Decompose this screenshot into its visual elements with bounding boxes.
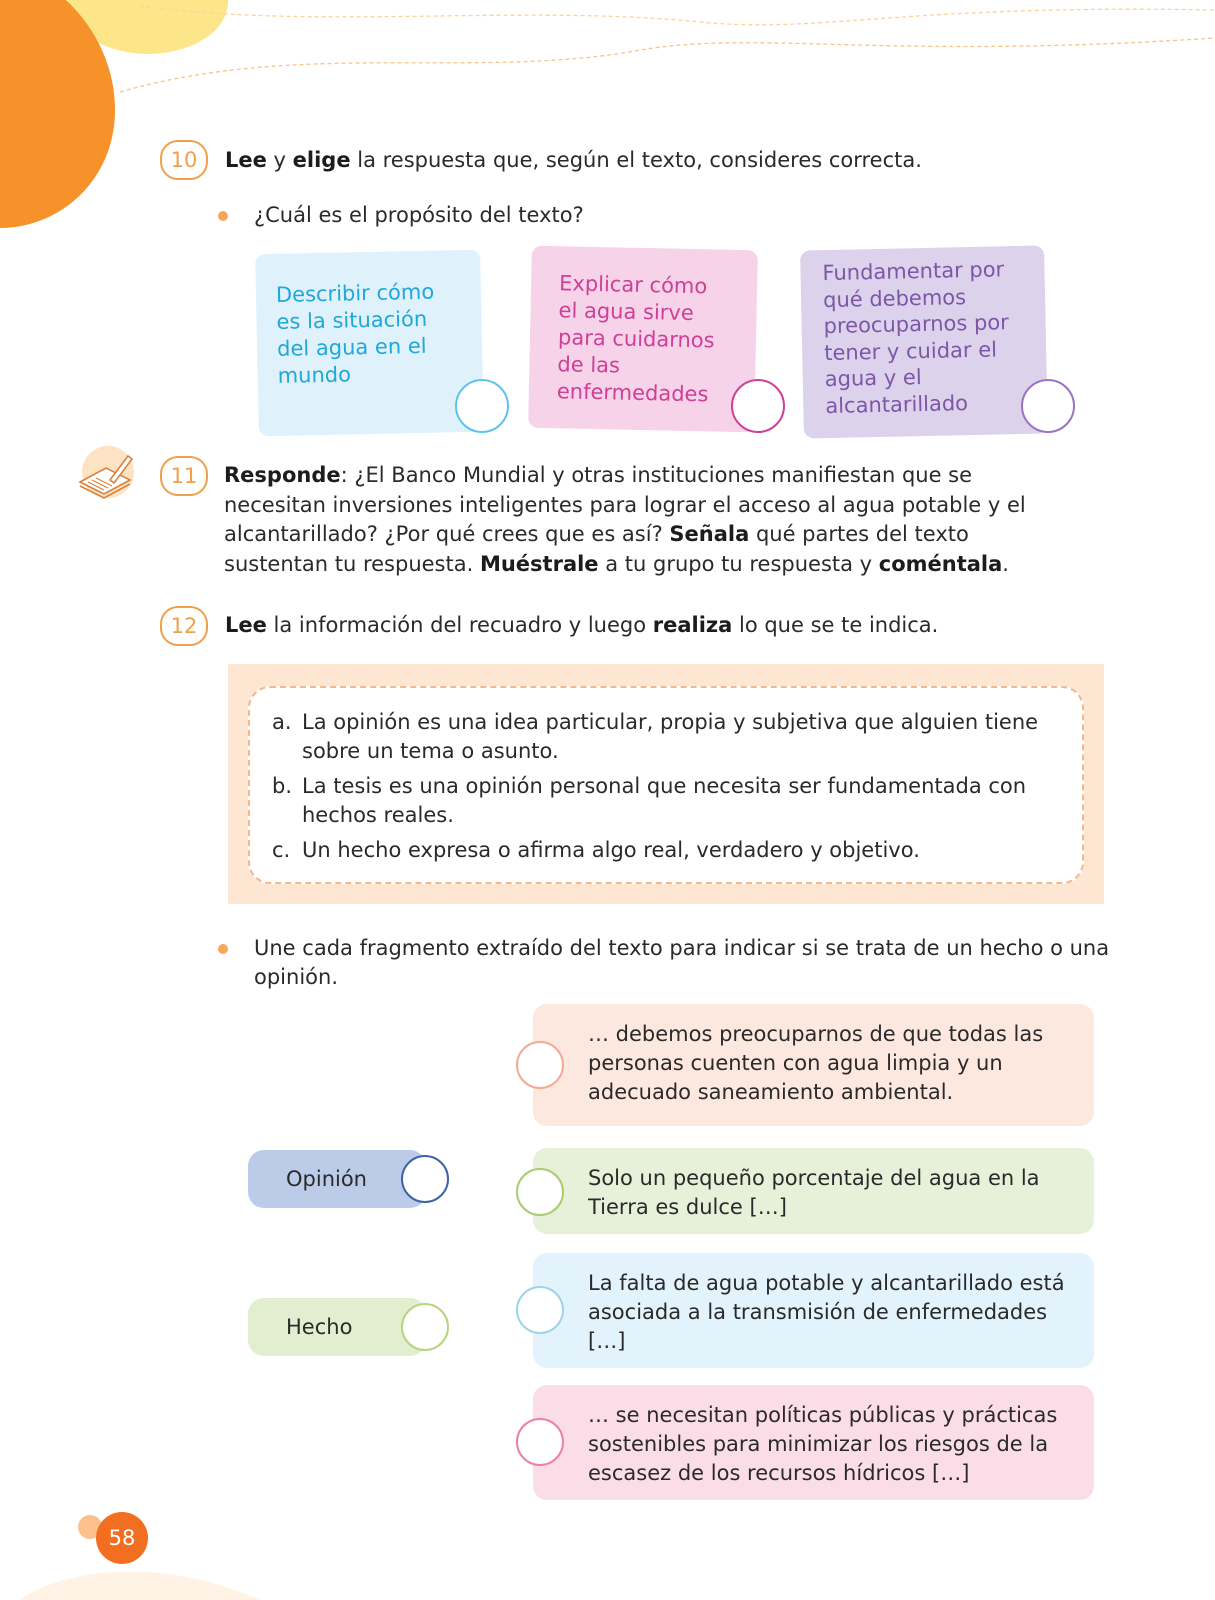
option-card-describe: Describir cómo es la situación del agua en el mundo xyxy=(255,250,484,437)
question-number: 10 xyxy=(170,148,198,172)
notebook-pencil-icon xyxy=(74,444,136,504)
label-connector-circle[interactable] xyxy=(401,1303,449,1351)
fragment-connector-circle[interactable] xyxy=(516,1168,564,1216)
question-number-badge xyxy=(160,606,208,646)
page-number-badge xyxy=(96,1512,148,1564)
option-answer-circle[interactable] xyxy=(731,379,785,433)
question-instruction: Lee y elige la respuesta que, según el texto, consideres correcta. xyxy=(225,148,922,172)
question-number-badge xyxy=(160,140,208,180)
fragment-card-4: … se necesitan políticas públicas y prácticas sostenibles para minimizar los riesgos de la escasez de los recursos hídricos […] xyxy=(533,1385,1094,1500)
matching-instruction: Une cada fragmento extraído del texto para indicar si se trata de un hecho o una opinión. xyxy=(254,936,1110,989)
question-number-badge xyxy=(160,456,208,496)
option-card-fundament: Fundamentar por qué debemos preocuparnos por tener y cuidar el agua y el alcantarillado xyxy=(800,245,1048,438)
bullet-icon xyxy=(218,944,228,954)
question-number: 11 xyxy=(170,464,198,488)
page-number: 58 xyxy=(108,1526,136,1550)
label-opinion: Opinión xyxy=(248,1150,426,1208)
option-answer-circle[interactable] xyxy=(1021,379,1075,433)
question-instruction: Responde: ¿El Banco Mundial y otras instituciones manifiestan que se necesitan inversiones inteligentes para lograr el acceso al agua potable y el alcantarillado? ¿Por qué crees que es así? Señala qué partes del texto sustentan tu respuesta. Muéstrale a tu grupo tu respuesta y coméntala. xyxy=(224,463,1026,576)
label-connector-circle[interactable] xyxy=(401,1155,449,1203)
question-instruction: Lee la información del recuadro y luego realiza lo que se te indica. xyxy=(225,613,939,637)
fragment-card-1: … debemos preocuparnos de que todas las personas cuenten con agua limpia y un adecuado saneamiento ambiental. xyxy=(533,1004,1094,1126)
option-card-explain: Explicar cómo el agua sirve para cuidarnos de las enfermedades xyxy=(528,246,758,433)
fragment-card-3: La falta de agua potable y alcantarillado está asociada a la transmisión de enfermedades […] xyxy=(533,1253,1094,1368)
fragment-connector-circle[interactable] xyxy=(516,1041,564,1089)
question-text: ¿Cuál es el propósito del texto? xyxy=(254,203,584,227)
fragment-connector-circle[interactable] xyxy=(516,1286,564,1334)
option-answer-circle[interactable] xyxy=(455,379,509,433)
fragment-card-2: Solo un pequeño porcentaje del agua en la Tierra es dulce […] xyxy=(533,1148,1094,1234)
question-number: 12 xyxy=(170,614,198,638)
bullet-icon xyxy=(218,211,228,221)
fragment-connector-circle[interactable] xyxy=(516,1418,564,1466)
label-fact: Hecho xyxy=(248,1298,426,1356)
